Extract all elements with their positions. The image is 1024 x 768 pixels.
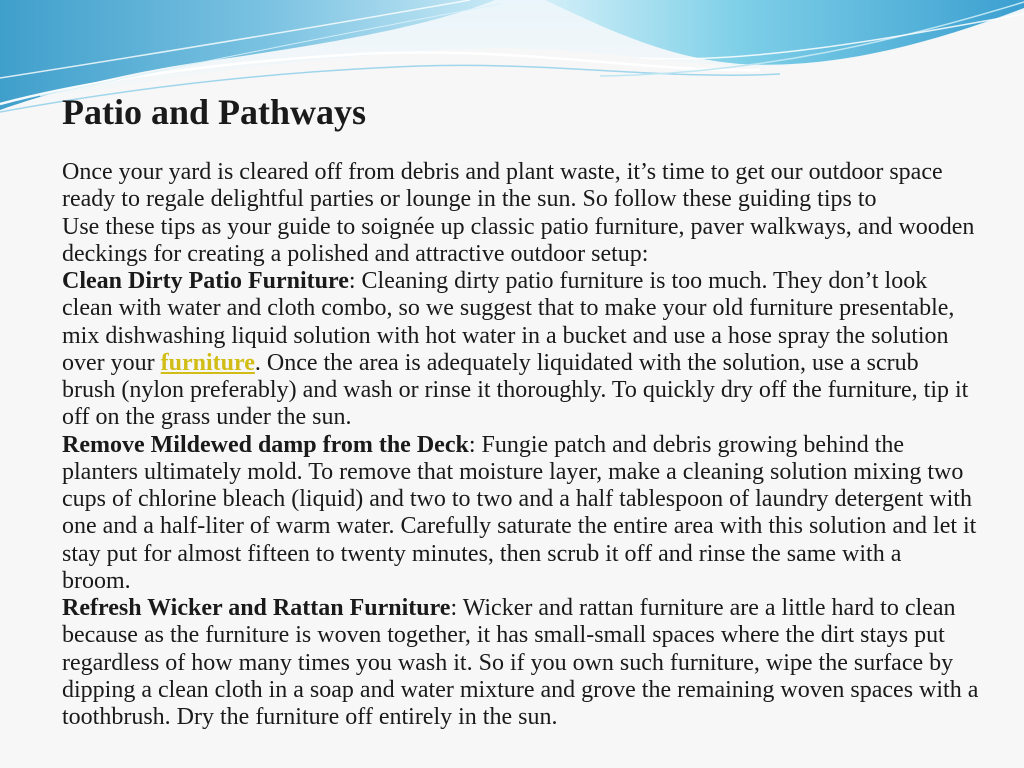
body-line: off on the grass under the sun. [62,404,352,431]
section-heading: Refresh Wicker and Rattan Furniture [62,595,451,621]
body-line: mix dishwashing liquid solution with hot water in a bucket and use a hose spray the solution [62,322,949,349]
intro-line: ready to regale delightful parties or lounge in the sun. So follow these guiding tips to [62,186,877,213]
body-text-run: : Cleaning dirty patio furniture is too much. They don’t look [348,268,928,294]
section-heading: Clean Dirty Patio Furniture [62,268,349,294]
body-line-with-link [62,350,1012,377]
intro-line: Once your yard is cleared off from debris and plant waste, it’s time to get our outdoor space [62,159,943,185]
body-line: dipping a clean cloth in a soap and water mixture and grove the remaining woven spaces with a [62,676,979,703]
intro-line: deckings for creating a polished and attractive outdoor setup: [62,240,649,267]
furniture-link[interactable]: furniture [160,349,255,376]
slide-body [62,159,1012,731]
body-line: toothbrush. Dry the furniture off entirely in the sun. [62,704,558,730]
section-heading: Remove Mildewed damp from the Deck [62,431,469,458]
intro-line: Use these tips as your guide to soignée up classic patio furniture, paver walkways, and wooden [62,213,975,240]
body-line: one and a half-liter of warm water. Carefully saturate the entire area with this solution and let it [62,513,977,540]
body-text-run: . Once the area is adequately liquidated with the solution, use a scrub [254,349,919,376]
body-line: regardless of how many times you wash it. So if you own such furniture, wipe the surface by [62,649,954,676]
body-line: broom. [62,567,131,594]
section-first-line [62,595,1012,622]
body-line: planters ultimately mold. To remove that moisture layer, make a cleaning solution mixing two [62,458,964,485]
section-first-line [62,432,1012,459]
body-text-run: : Wicker and rattan furniture are a little hard to clean [450,595,956,621]
slide-title: Patio and Pathways [62,92,367,132]
body-line: stay put for almost fifteen to twenty minutes, then scrub it off and rinse the same with a [62,540,902,567]
body-line: clean with water and cloth combo, so we suggest that to make your old furniture presentable, [62,295,955,322]
body-line: brush (nylon preferably) and wash or rinse it thoroughly. To quickly dry off the furniture, tip it [62,377,969,403]
section-first-line [62,268,1012,295]
body-line: because as the furniture is woven together, it has small-small spaces where the dirt stays put [62,622,945,649]
body-line: cups of chlorine bleach (liquid) and two to two and a half tablespoon of laundry detergent with [62,486,972,512]
body-text-run: : Fungie patch and debris growing behind the [468,431,905,458]
body-text-run: over your [62,349,161,376]
